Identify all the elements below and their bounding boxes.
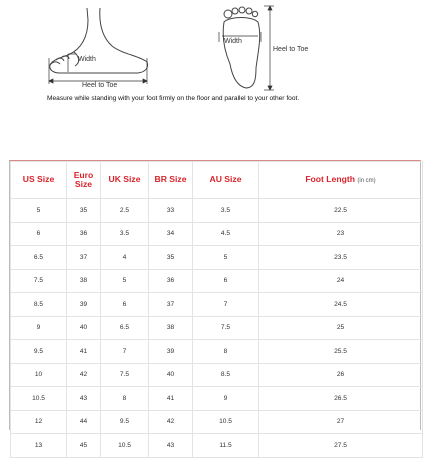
foot-measurement-diagram xyxy=(0,0,430,150)
table-cell: 4 xyxy=(101,246,149,270)
table-cell: 24 xyxy=(259,269,423,293)
header-uk-size: UK Size xyxy=(101,162,149,199)
table-cell: 36 xyxy=(149,269,193,293)
table-cell: 12 xyxy=(11,410,67,434)
table-cell: 7.5 xyxy=(11,269,67,293)
sole-foot-icon xyxy=(223,7,259,88)
table-cell: 10.5 xyxy=(101,434,149,458)
table-cell: 5 xyxy=(101,269,149,293)
foot-length-unit: (in cm) xyxy=(357,178,376,185)
sole-width-label: Width xyxy=(224,38,242,45)
table-cell: 9 xyxy=(193,387,259,411)
table-cell: 26.5 xyxy=(259,387,423,411)
table-cell: 35 xyxy=(149,246,193,270)
table-cell: 38 xyxy=(149,316,193,340)
table-cell: 43 xyxy=(67,387,101,411)
table-cell: 22.5 xyxy=(259,199,423,223)
table-row xyxy=(11,316,423,340)
table-cell: 8.5 xyxy=(193,363,259,387)
header-row xyxy=(11,162,423,199)
table-cell: 34 xyxy=(149,222,193,246)
table-cell: 8 xyxy=(193,340,259,364)
table-cell: 10.5 xyxy=(11,387,67,411)
measure-instruction: Measure while standing with your foot firmly on the floor and parallel to your other foot. xyxy=(47,95,300,102)
table-cell: 3.5 xyxy=(101,222,149,246)
table-cell: 37 xyxy=(67,246,101,270)
table-cell: 25 xyxy=(259,316,423,340)
table-cell: 26 xyxy=(259,363,423,387)
table-cell: 6 xyxy=(193,269,259,293)
table-cell: 33 xyxy=(149,199,193,223)
side-width-label: Width xyxy=(78,56,96,63)
table-cell: 9.5 xyxy=(11,340,67,364)
table-cell: 37 xyxy=(149,293,193,317)
table-cell: 10 xyxy=(11,363,67,387)
header-au-size: AU Size xyxy=(193,162,259,199)
table-cell: 11.5 xyxy=(193,434,259,458)
table-cell: 43 xyxy=(149,434,193,458)
table-cell: 39 xyxy=(67,293,101,317)
table-row xyxy=(11,410,423,434)
size-table xyxy=(10,161,423,458)
table-cell: 27.5 xyxy=(259,434,423,458)
table-cell: 2.5 xyxy=(101,199,149,223)
table-cell: 27 xyxy=(259,410,423,434)
table-cell: 23 xyxy=(259,222,423,246)
table-cell: 41 xyxy=(67,340,101,364)
sole-measure-lines xyxy=(219,6,274,90)
side-measure-lines xyxy=(49,54,147,84)
table-cell: 24.5 xyxy=(259,293,423,317)
table-cell: 4.5 xyxy=(193,222,259,246)
size-chart xyxy=(9,160,421,449)
table-cell: 39 xyxy=(149,340,193,364)
table-cell: 42 xyxy=(67,363,101,387)
table-cell: 36 xyxy=(67,222,101,246)
table-cell: 42 xyxy=(149,410,193,434)
table-cell: 10.5 xyxy=(193,410,259,434)
table-cell: 6.5 xyxy=(101,316,149,340)
table-row xyxy=(11,246,423,270)
header-foot-length xyxy=(259,162,423,199)
table-cell: 6.5 xyxy=(11,246,67,270)
table-cell: 8 xyxy=(101,387,149,411)
table-cell: 7 xyxy=(193,293,259,317)
table-row xyxy=(11,434,423,458)
table-cell: 25.5 xyxy=(259,340,423,364)
foot-illustrations xyxy=(0,0,430,150)
table-row xyxy=(11,269,423,293)
table-row xyxy=(11,340,423,364)
table-row xyxy=(11,387,423,411)
table-cell: 45 xyxy=(67,434,101,458)
table-cell: 41 xyxy=(149,387,193,411)
table-cell: 35 xyxy=(67,199,101,223)
table-cell: 7 xyxy=(101,340,149,364)
side-foot-icon xyxy=(50,8,148,73)
table-cell: 6 xyxy=(101,293,149,317)
table-cell: 7.5 xyxy=(101,363,149,387)
sole-length-label: Heel to Toe xyxy=(273,46,309,53)
header-euro-size-text: Euro Size xyxy=(73,169,94,189)
header-foot-length-text: Foot Length xyxy=(305,174,355,185)
table-cell: 9 xyxy=(11,316,67,340)
table-cell: 38 xyxy=(67,269,101,293)
header-euro-size xyxy=(67,162,101,199)
table-cell: 8.5 xyxy=(11,293,67,317)
header-us-size: US Size xyxy=(11,162,67,199)
table-cell: 13 xyxy=(11,434,67,458)
header-br-size: BR Size xyxy=(149,162,193,199)
table-cell: 7.5 xyxy=(193,316,259,340)
table-cell: 44 xyxy=(67,410,101,434)
table-row xyxy=(11,199,423,223)
table-row xyxy=(11,222,423,246)
side-length-label: Heel to Toe xyxy=(82,82,118,89)
table-cell: 40 xyxy=(149,363,193,387)
table-cell: 5 xyxy=(11,199,67,223)
table-cell: 6 xyxy=(11,222,67,246)
size-table-body xyxy=(11,199,423,458)
table-cell: 40 xyxy=(67,316,101,340)
table-cell: 23.5 xyxy=(259,246,423,270)
table-row xyxy=(11,363,423,387)
table-cell: 5 xyxy=(193,246,259,270)
table-cell: 9.5 xyxy=(101,410,149,434)
table-row xyxy=(11,293,423,317)
table-cell: 3.5 xyxy=(193,199,259,223)
